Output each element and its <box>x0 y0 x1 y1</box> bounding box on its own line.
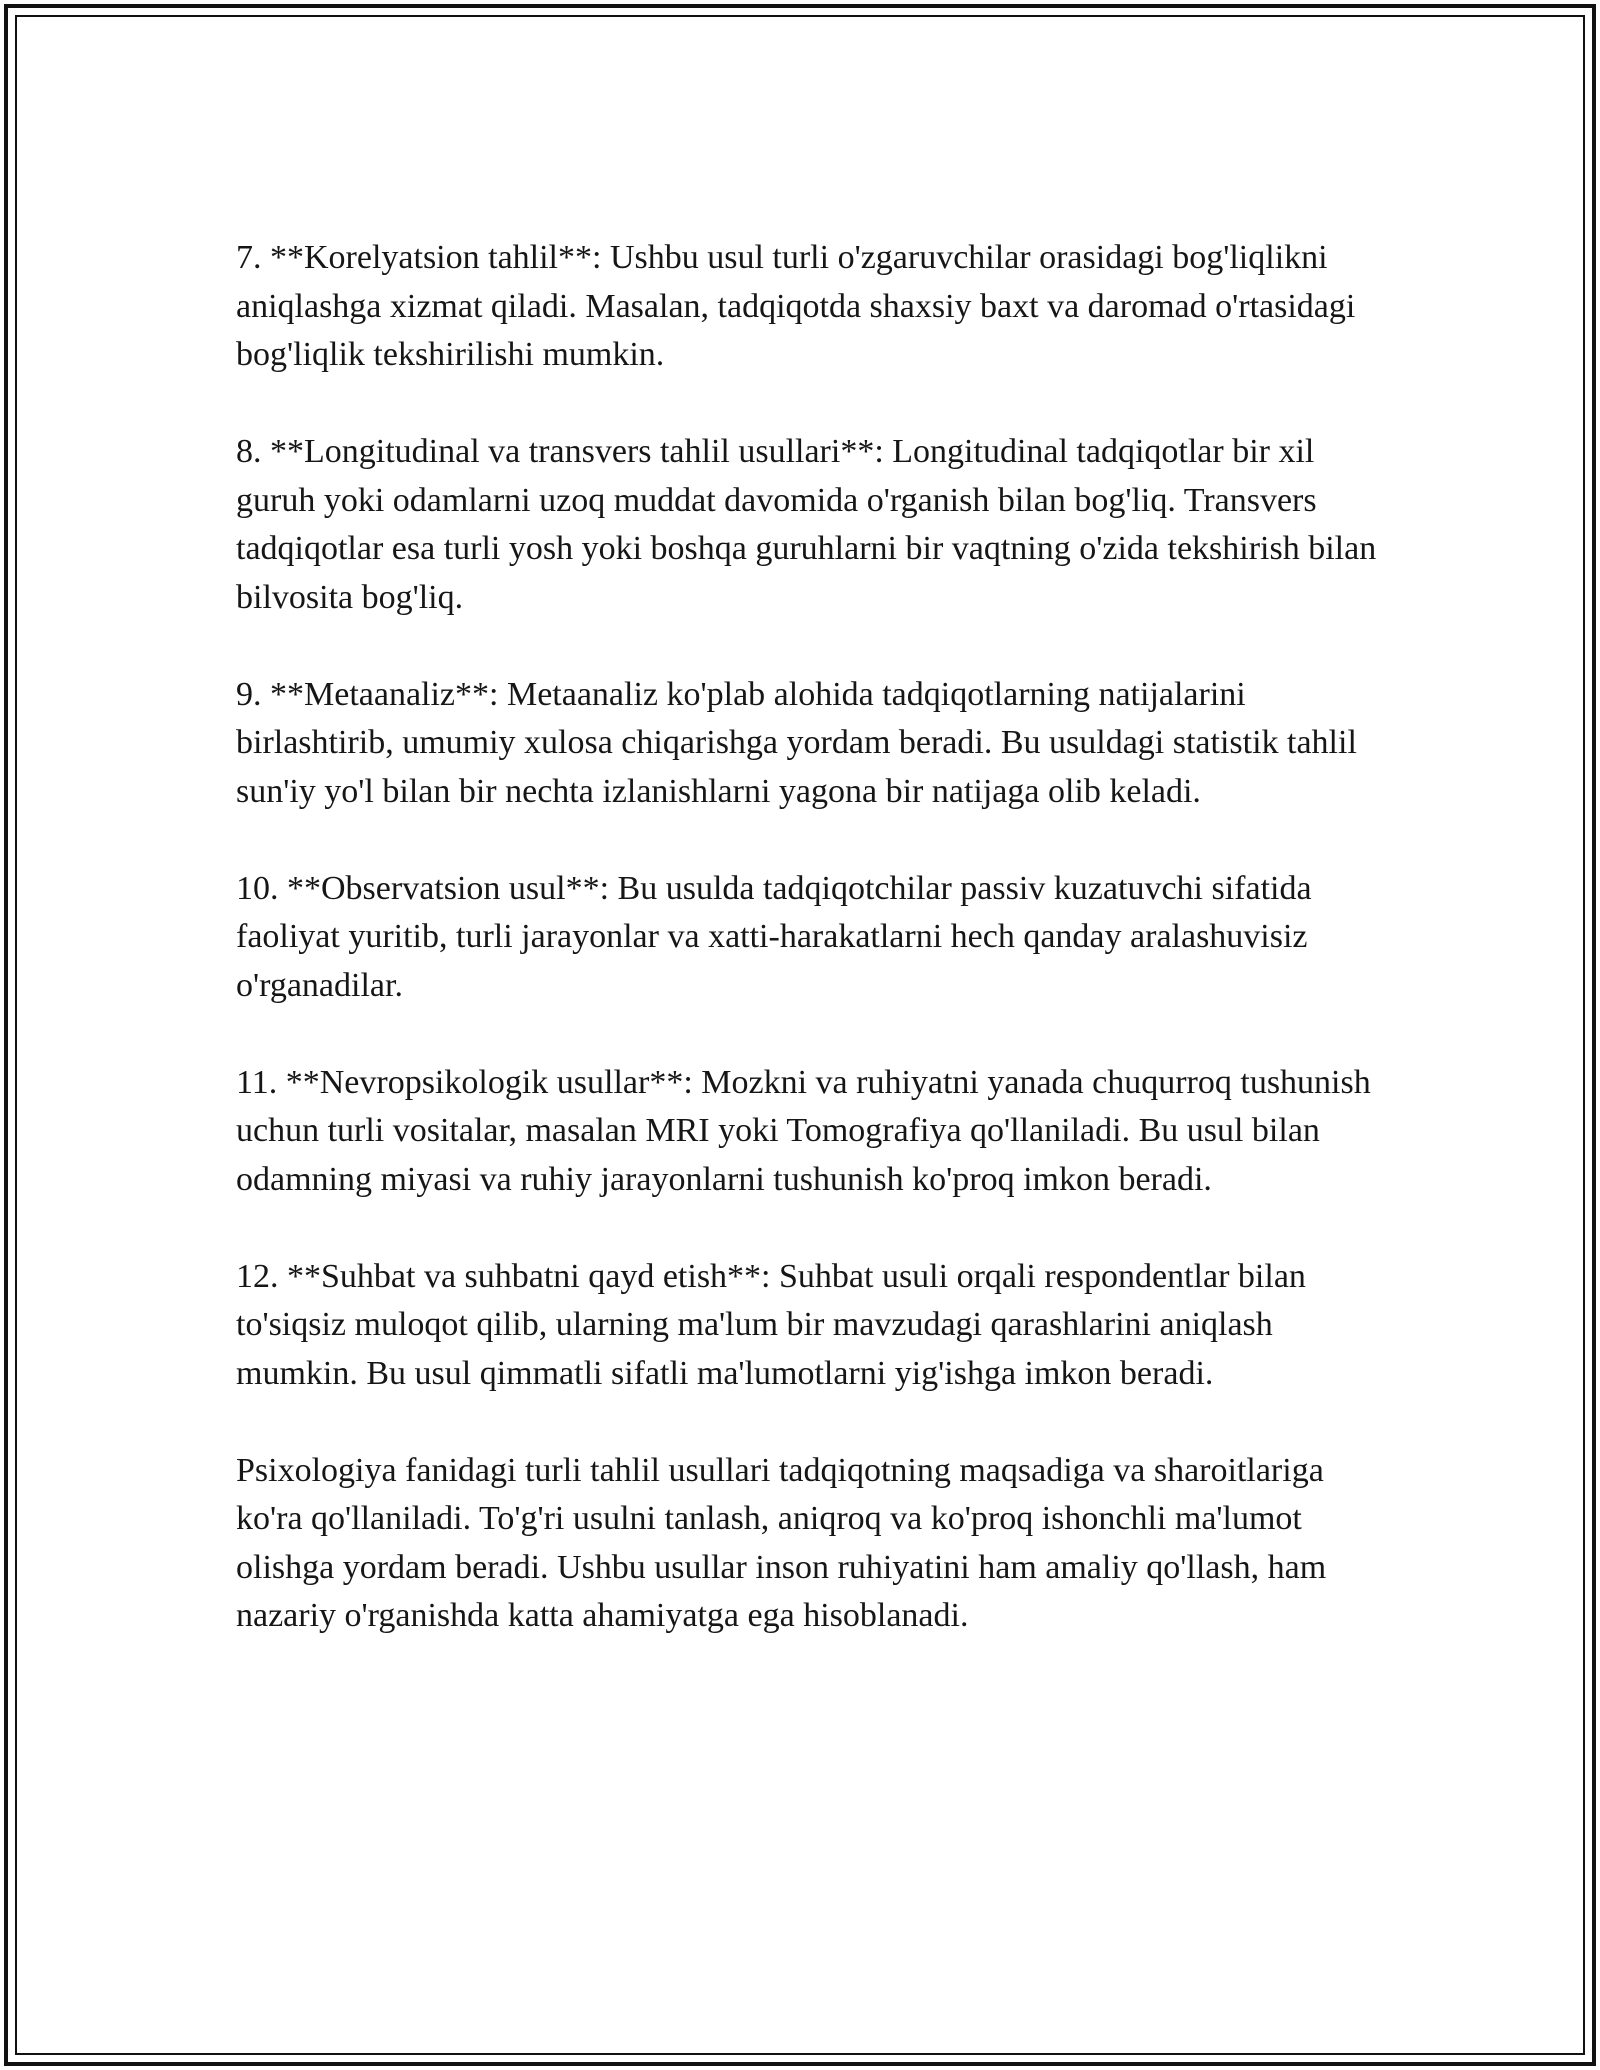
paragraph-metaanaliz: 9. **Metaanaliz**: Metaanaliz ko'plab alohida tadqiqotlarning natijalarini birlashtirib, umumiy xulosa chiqarishga yordam beradi. Bu usuldagi statistik tahlil sun'iy yo'l bilan bir nechta izlanishlarni yagona bir natijaga olib keladi. <box>236 675 1357 810</box>
paragraph-longitudinal-transvers: 8. **Longitudinal va transvers tahlil usullari**: Longitudinal tadqiqotlar bir xil guruh yoki odamlarni uzoq muddat davomida o'rganish bilan bog'liq. Transvers tadqiqotlar esa turli yosh yoki boshqa guruhlarni bir vaqtning o'zida tekshirish bilan bilvosita bog'liq. <box>236 433 1377 616</box>
document-body <box>236 234 1386 1689</box>
paragraph-conclusion: Psixologiya fanidagi turli tahlil usullari tadqiqotning maqsadiga va sharoitlariga ko'ra qo'llaniladi. To'g'ri usulni tanlash, aniqroq va ko'proq ishonchli ma'lumot olishga yordam beradi. Ushbu usullar inson ruhiyatini ham amaliy qo'llash, ham nazariy o'rganishda katta ahamiyatga ega hisoblanadi. <box>236 1451 1327 1634</box>
paragraph-suhbat: 12. **Suhbat va suhbatni qayd etish**: Suhbat usuli orqali respondentlar bilan to'siqsiz muloqot qilib, ularning ma'lum bir mavzudagi qarashlarini aniqlash mumkin. Bu usul qimmatli sifatli ma'lumotlarni yig'ishga imkon beradi. <box>236 1257 1306 1392</box>
paragraph-observatsion-usul: 10. **Observatsion usul**: Bu usulda tadqiqotchilar passiv kuzatuvchi sifatida faoliyat yuritib, turli jarayonlar va xatti-harakatlarni hech qanday aralashuvisiz o'rganadilar. <box>236 869 1312 1004</box>
paragraph-nevropsikologik-usullar: 11. **Nevropsikologik usullar**: Mozkni va ruhiyatni yanada chuqurroq tushunish uchun turli vositalar, masalan MRI yoki Tomografiya qo'llaniladi. Bu usul bilan odamning miyasi va ruhiy jarayonlarni tushunish ko'proq imkon beradi. <box>236 1063 1371 1198</box>
paragraph-korelyatsion-tahlil: 7. **Korelyatsion tahlil**: Ushbu usul turli o'zgaruvchilar orasidagi bog'liqlikni aniqlashga xizmat qiladi. Masalan, tadqiqotda shaxsiy baxt va daromad o'rtasidagi bog'liqlik tekshirilishi mumkin. <box>236 239 1356 373</box>
